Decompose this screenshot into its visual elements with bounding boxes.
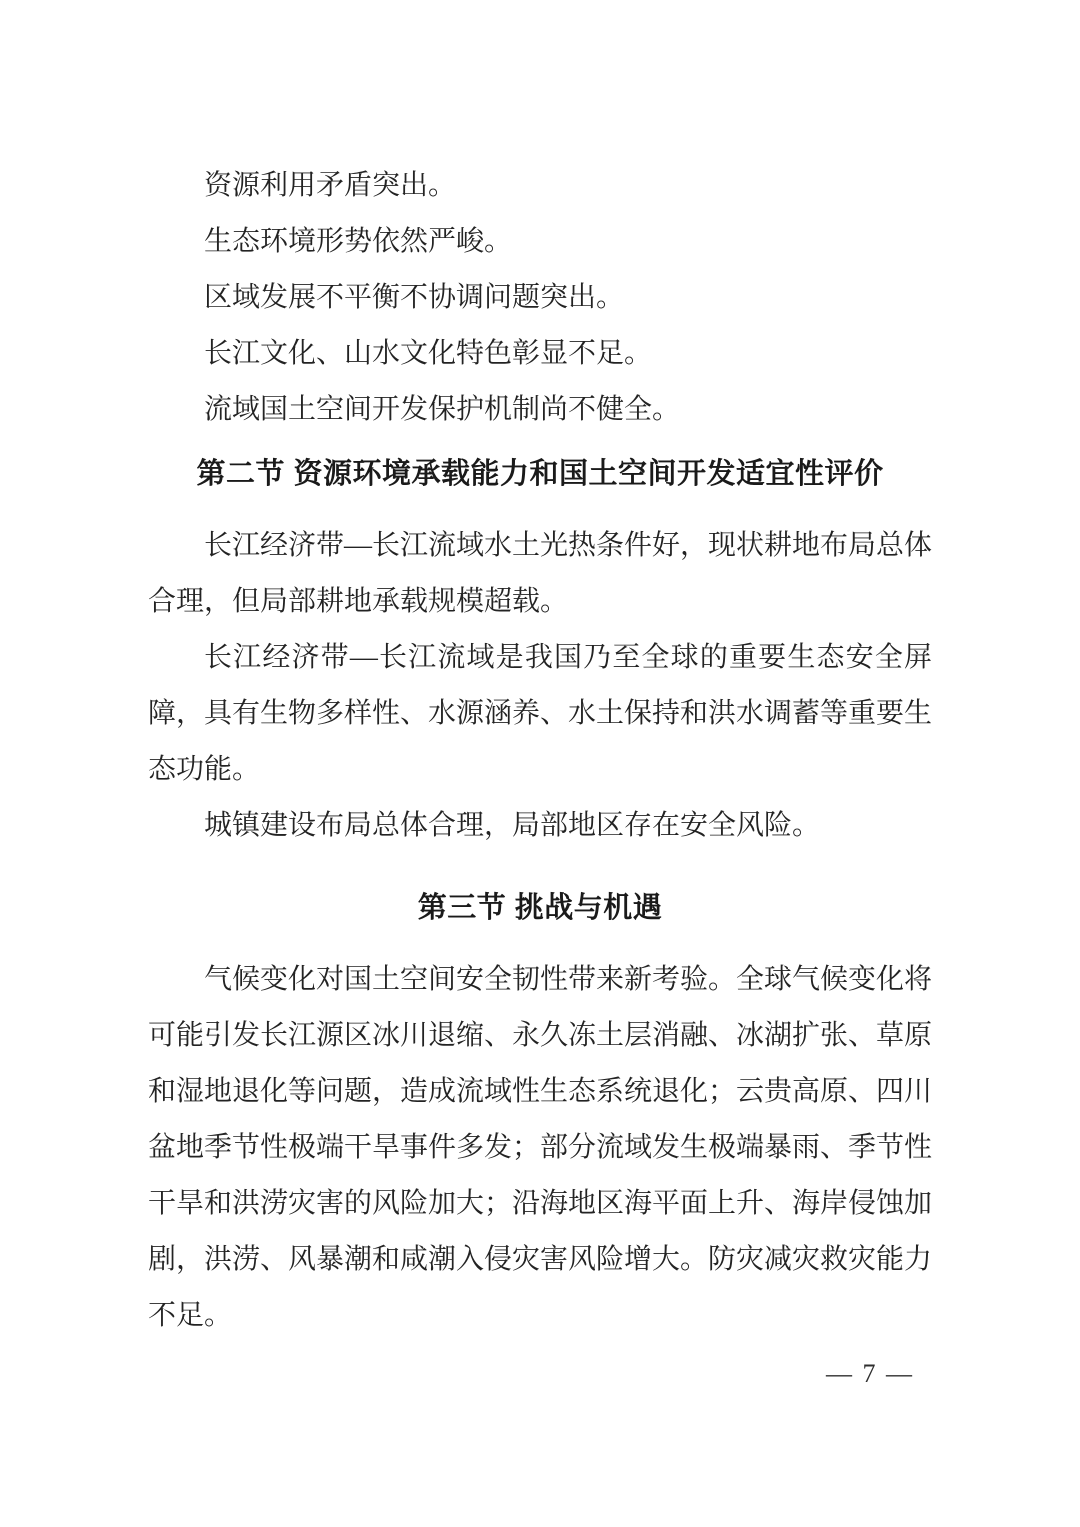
section-heading-3: 第三节 挑战与机遇 — [417, 892, 663, 924]
section-2-paragraph-2: 长江经济带—长江流域是我国乃至全球的重要生态安全屏障，具有生物多样性、水源涵养、水土保持和洪水调蓄等重要生态功能。 — [148, 642, 933, 785]
section-3-paragraph-1: 气候变化对国土空间安全韧性带来新考验。全球气候变化将可能引发长江源区冰川退缩、永久冻土层消融、冰湖扩张、草原和湿地退化等问题，造成流域性生态系统退化；云贵高原、四川盆地季节性极端干旱事件多发；部分流域发生极端暴雨、季节性干旱和洪涝灾害的风险加大；沿海地区海平面上升、海岸侵蚀加剧，洪涝、风暴潮和咸潮入侵灾害风险增大。防灾减灾救灾能力不足。 — [148, 964, 933, 1331]
section-heading-2: 第二节 资源环境承载能力和国土空间开发适宜性评价 — [196, 458, 884, 490]
section-2-paragraph-3: 城镇建设布局总体合理，局部地区存在安全风险。 — [204, 810, 821, 841]
section-2-paragraph-1: 长江经济带—长江流域水土光热条件好，现状耕地布局总体合理，但局部耕地承载规模超载。 — [148, 530, 933, 617]
page-number: — 7 — — [826, 1359, 914, 1388]
intro-paragraph-2: 生态环境形势依然严峻。 — [204, 226, 513, 257]
intro-paragraph-1: 资源利用矛盾突出。 — [204, 170, 457, 201]
intro-paragraph-5: 流域国土空间开发保护机制尚不健全。 — [204, 394, 681, 425]
intro-paragraph-3: 区域发展不平衡不协调问题突出。 — [204, 282, 625, 313]
intro-paragraph-4: 长江文化、山水文化特色彰显不足。 — [204, 338, 653, 369]
